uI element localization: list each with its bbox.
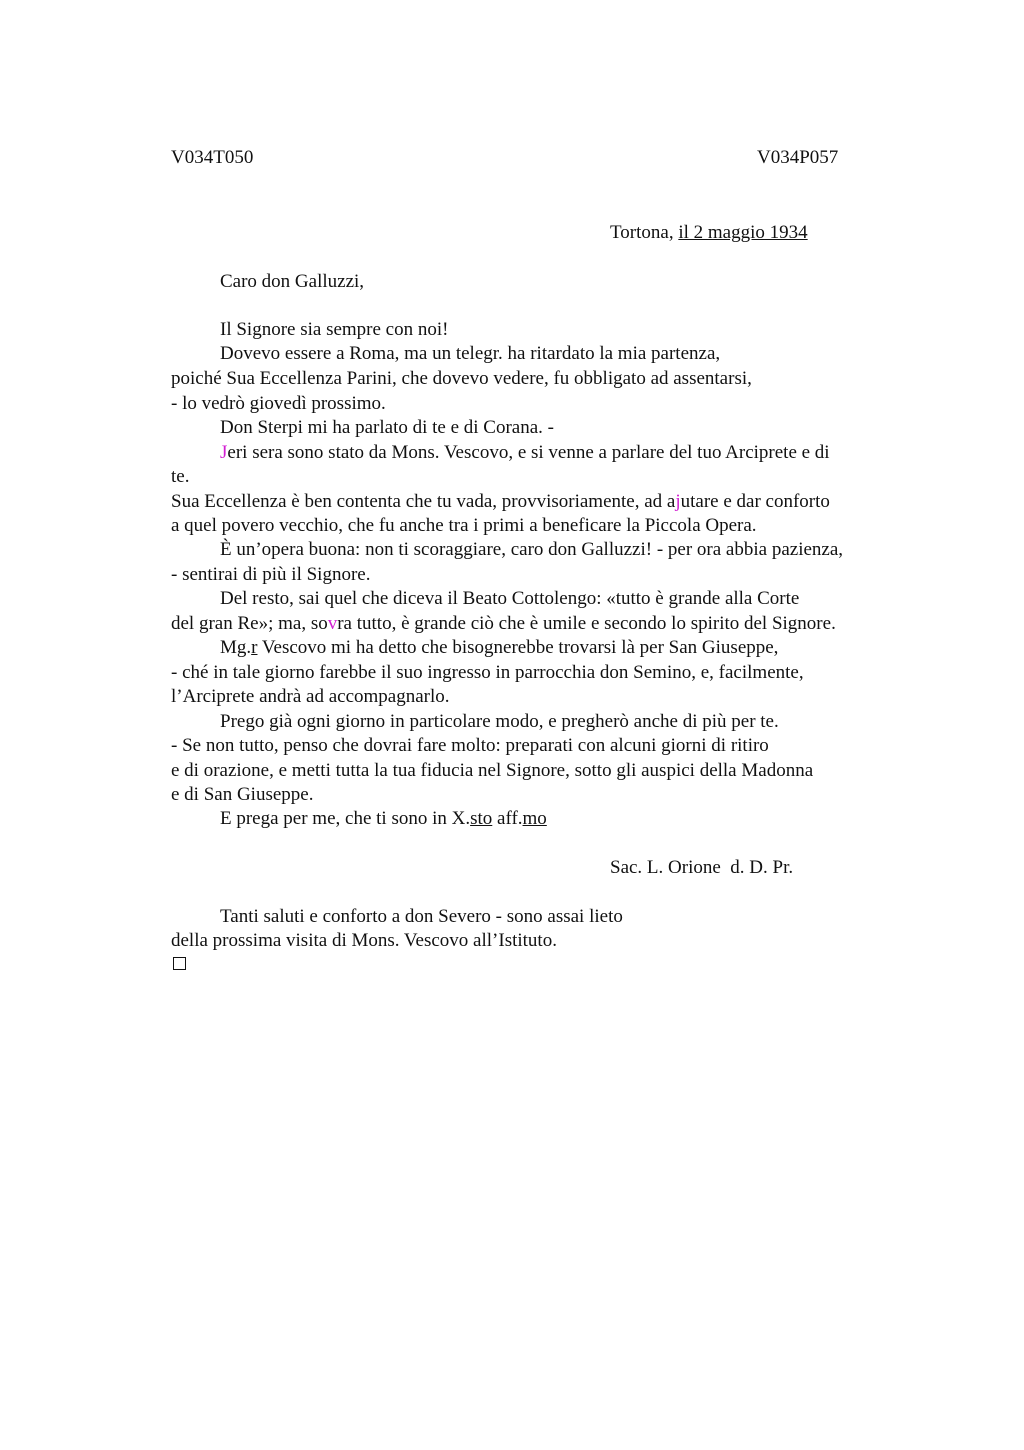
highlighted-letter: v [327, 613, 338, 634]
body-text: Sua Eccellenza è ben contenta che tu vada, provvisoriamente, ad a [171, 491, 676, 512]
body-line: a quel povero vecchio, che fu anche tra i primi a beneficare la Piccola Opera. [171, 515, 757, 536]
body-line: - lo vedrò giovedì prossimo. [171, 393, 386, 414]
body-line: te. [171, 466, 190, 487]
body-line: - ché in tale giorno farebbe il suo ingresso in parrocchia don Semino, e, facilmente, [171, 662, 804, 683]
body-text: Mg. [220, 637, 252, 658]
body-line: - Se non tutto, penso che dovrai fare molto: preparati con alcuni giorni di ritiro [171, 735, 769, 756]
body-line: e di orazione, e metti tutta la tua fiducia nel Signore, sotto gli auspici della Madonna [171, 760, 814, 781]
body-line [171, 490, 830, 514]
closing-line [220, 807, 547, 831]
postscript-line: Tanti saluti e conforto a don Severo - sono assai lieto [220, 906, 623, 927]
highlighted-letter: J [220, 442, 228, 463]
body-text: utare e dar conforto [680, 491, 830, 512]
date-place: Tortona, [610, 222, 679, 243]
body-line: Del resto, sai quel che diceva il Beato Cottolengo: «tutto è grande alla Corte [220, 588, 800, 609]
document-code-left: V034T050 [171, 147, 254, 168]
underlined-abbrev: mo [522, 808, 547, 829]
body-line: l’Arciprete andrà ad accompagnarlo. [171, 686, 450, 707]
body-line: Prego già ogni giorno in particolare modo, e pregherò anche di più per te. [220, 711, 779, 732]
highlighted-letter: j [675, 491, 681, 512]
body-line [220, 441, 830, 465]
body-line [220, 636, 778, 660]
end-mark-square [173, 957, 186, 970]
salutation: Caro don Galluzzi, [220, 271, 365, 292]
body-text: del gran Re»; ma, so [171, 613, 328, 634]
body-text: ra tutto, è grande ciò che è umile e secondo lo spirito del Signore. [337, 613, 836, 634]
body-line: poiché Sua Eccellenza Parini, che dovevo vedere, fu obbligato ad assentarsi, [171, 368, 752, 389]
body-line: Don Sterpi mi ha parlato di te e di Corana. - [220, 417, 554, 438]
body-text: Vescovo mi ha detto che bisognerebbe trovarsi là per San Giuseppe, [257, 637, 779, 658]
date-underlined: il 2 maggio 1934 [678, 222, 808, 243]
document-code-right: V034P057 [757, 147, 839, 168]
body-line: È un’opera buona: non ti scoraggiare, caro don Galluzzi! - per ora abbia pazienza, [220, 539, 844, 560]
body-line: - sentirai di più il Signore. [171, 564, 371, 585]
postscript-line: della prossima visita di Mons. Vescovo all’Istituto. [171, 930, 557, 951]
body-text: E prega per me, che ti sono in X. [220, 808, 471, 829]
letter-date [610, 221, 808, 245]
underlined-abbrev: r [251, 637, 258, 658]
body-line: Dovevo essere a Roma, ma un telegr. ha ritardato la mia partenza, [220, 343, 721, 364]
body-line [171, 612, 836, 636]
body-line: Il Signore sia sempre con noi! [220, 319, 449, 340]
body-text: aff. [492, 808, 523, 829]
underlined-abbrev: sto [470, 808, 493, 829]
signature: Sac. L. Orione d. D. Pr. [610, 857, 794, 878]
body-line: e di San Giuseppe. [171, 784, 314, 805]
body-text: eri sera sono stato da Mons. Vescovo, e si venne a parlare del tuo Arciprete e di [227, 442, 830, 463]
